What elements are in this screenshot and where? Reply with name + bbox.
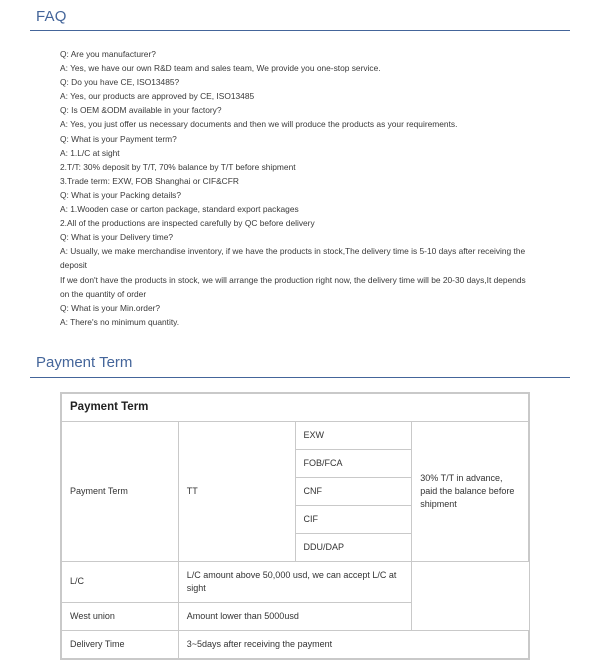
- faq-line: Q: Is OEM &ODM available in your factory?: [60, 105, 222, 116]
- faq-line: A: 1.Wooden case or carton package, standard export packages: [60, 204, 299, 215]
- tt-term-cell: CIF: [295, 505, 412, 533]
- lc-value-cell: L/C amount above 50,000 usd, we can accept L/C at sight: [178, 561, 412, 602]
- table-header-cell: Payment Term: [62, 393, 529, 421]
- tt-term-cell: DDU/DAP: [295, 533, 412, 561]
- lc-label-cell: L/C: [62, 561, 179, 602]
- faq-line: 2.All of the productions are inspected carefully by QC before delivery: [60, 218, 315, 229]
- faq-line: on the quantity of order: [60, 288, 147, 299]
- tt-note-cell: 30% T/T in advance, paid the balance before shipment: [412, 421, 529, 561]
- faq-line: A: Yes, our products are approved by CE, ISO13485: [60, 91, 255, 102]
- faq-line: deposit: [60, 260, 88, 271]
- tt-term-cell: CNF: [295, 477, 412, 505]
- west-union-value-cell: Amount lower than 5000usd: [178, 602, 412, 630]
- faq-section-title: FAQ: [30, 6, 570, 31]
- faq-content: [30, 41, 570, 329]
- faq-line: If we don't have the products in stock, we will arrange the production right now, the delivery time will be 20-30 days,It depends: [60, 274, 526, 285]
- faq-line: A: Yes, you just offer us necessary documents and then we will produce the products as your requirements.: [60, 119, 458, 130]
- payment-term-label-cell: Payment Term: [62, 421, 179, 561]
- table-row: [62, 393, 529, 421]
- west-union-label-cell: West union: [62, 602, 179, 630]
- faq-line: 2.T/T: 30% deposit by T/T, 70% balance by T/T before shipment: [60, 161, 296, 172]
- table-row: [62, 561, 529, 602]
- faq-line: A: There's no minimum quantity.: [60, 316, 180, 327]
- faq-line: Q: What is your Delivery time?: [60, 232, 174, 243]
- faq-line: Q: What is your Packing details?: [60, 189, 182, 200]
- delivery-time-value-cell: 3~5days after receiving the payment: [178, 630, 528, 658]
- delivery-time-label-cell: Delivery Time: [62, 630, 179, 658]
- payment-term-section-title: Payment Term: [30, 351, 570, 378]
- table-row: [62, 421, 529, 449]
- tt-term-cell: EXW: [295, 421, 412, 449]
- faq-line: Q: What is your Min.order?: [60, 302, 161, 313]
- faq-line: Q: What is your Payment term?: [60, 133, 177, 144]
- faq-line: Q: Do you have CE, ISO13485?: [60, 77, 180, 88]
- faq-line: A: Yes, we have our own R&D team and sales team, We provide you one-stop service.: [60, 63, 381, 74]
- tt-term-cell: FOB/FCA: [295, 449, 412, 477]
- faq-line: Q: Are you manufacturer?: [60, 49, 156, 59]
- payment-term-table: [61, 393, 529, 659]
- faq-line: A: Usually, we make merchandise inventory, if we have the products in stock,The delivery time is 5-10 days after receiving the: [60, 246, 526, 257]
- table-row: [62, 630, 529, 658]
- faq-line: A: 1.L/C at sight: [60, 147, 120, 158]
- payment-term-table-wrapper: [60, 392, 530, 660]
- table-row: [62, 602, 529, 630]
- tt-label-cell: TT: [178, 421, 295, 561]
- faq-line: 3.Trade term: EXW, FOB Shanghai or CIF&CFR: [60, 175, 239, 186]
